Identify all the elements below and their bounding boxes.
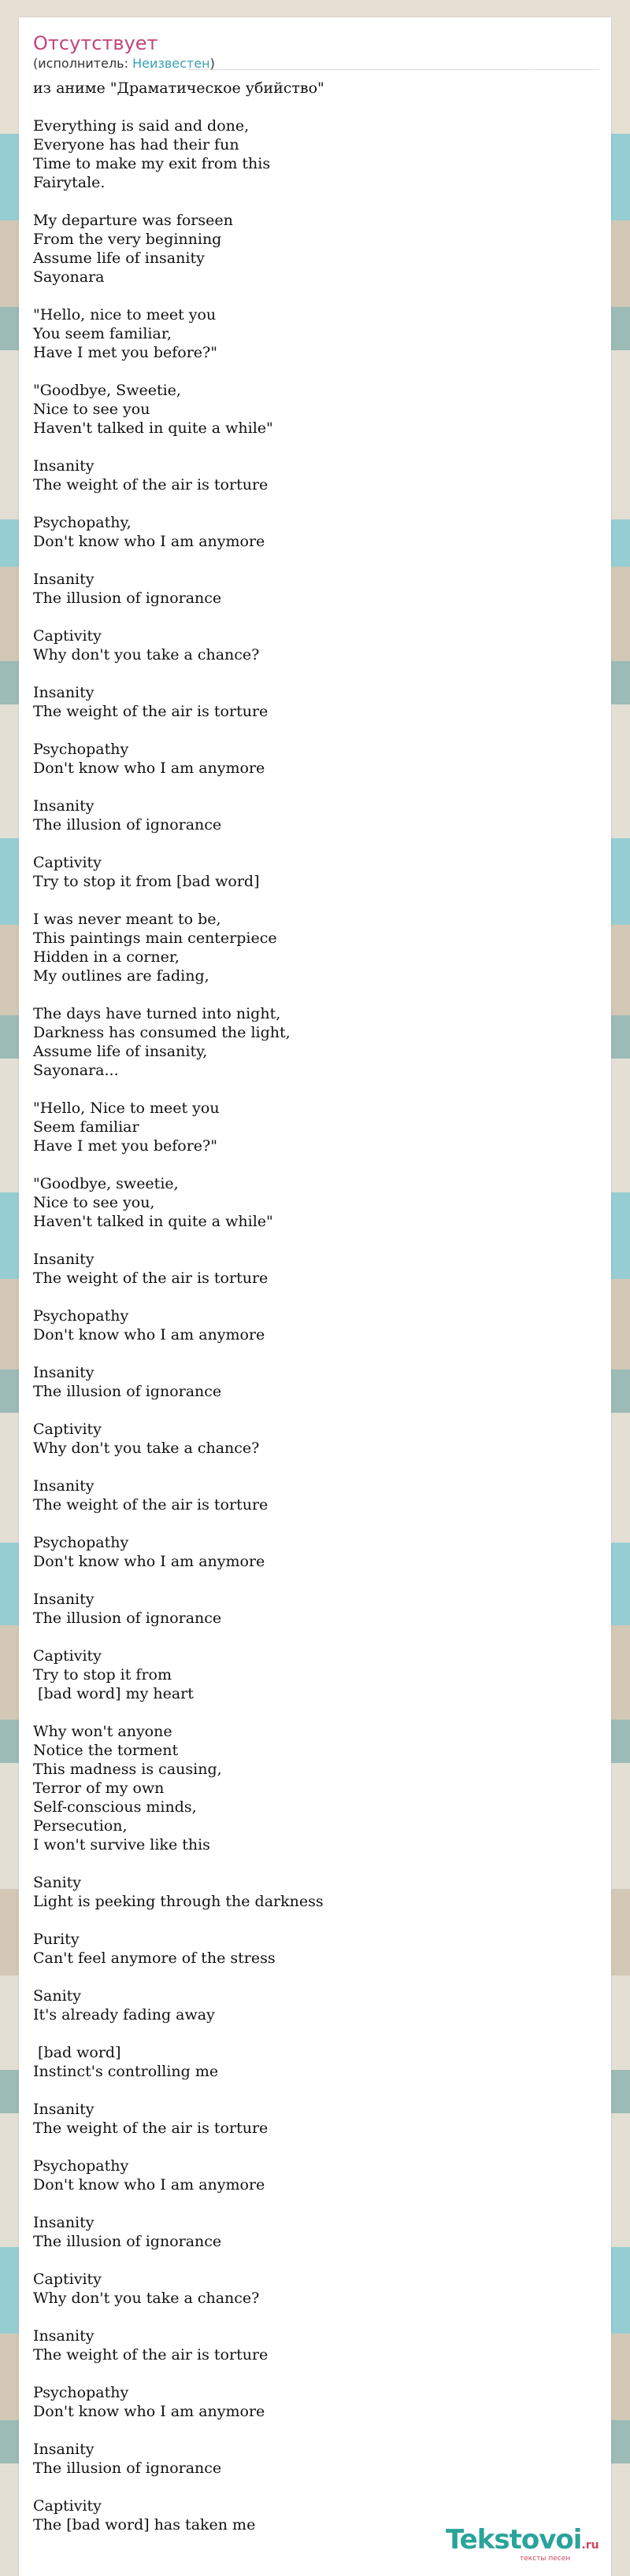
song-title: Отсутствует (33, 32, 158, 54)
artist-prefix: (исполнитель: (33, 56, 133, 71)
logo-tagline: тексты песен (520, 2555, 571, 2563)
lyrics-card (19, 17, 611, 2576)
artist-suffix: ) (209, 56, 215, 71)
logo-tld: .ru (581, 2539, 599, 2552)
site-logo[interactable] (446, 2525, 619, 2572)
title-divider (189, 69, 598, 70)
logo-name: Tekstovoi (446, 2524, 582, 2556)
artist-link[interactable]: Неизвестен (132, 56, 210, 71)
artist-line (33, 55, 215, 72)
lyrics-text: из аниме "Драматическое убийство" Everything is said and done, Everyone has had their fun Time to make my exit from this Fairytale. My departure was forseen From the very beginning Assume life of insanity Sayonara "Hello, nice to meet you You seem familiar, Have I met you before?" "Goodbye, Sweetie, Nice to see you Haven't talked in quite a while" Insanity The weight of the air is torture Psychopathy, Don't know who I am anymore Insanity The illusion of ignorance Captivity Why don't you take a chance? Insanity The weight of the air is torture Psychopathy Don't know who I am anymore Insanity The illusion of ignorance Captivity Try to stop it from [bad word] I was never meant to be, This paintings main centerpiece Hidden in a corner, My outlines are fading, The days have turned into night, Darkness has consumed the light, Assume life of insanity, Sayonara... "Hello, Nice to meet you Seem familiar Have I met you before?" "Goodbye, sweetie, Nice to see you, Haven't talked in quite a while" Insanity The weight of the air is torture Psychopathy Don't know who I am anymore Insanity The illusion of ignorance Captivity Why don't you take a chance? Insanity The weight of the air is torture Psychopathy Don't know who I am anymore Insanity The illusion of ignorance Captivity Try to stop it from [bad word] my heart Why won't anyone Notice the torment This madness is causing, Terror of my own Self-conscious minds, Persecution, I won't survive like this Sanity Light is peeking through the darkness Purity Can't feel anymore of the stress Sanity It's already fading away [bad word] Instinct's controlling me Insanity The weight of the air is torture Psychopathy Don't know who I am anymore Insanity The illusion of ignorance Captivity Why don't you take a chance? Insanity The weight of the air is torture Psychopathy Don't know who I am anymore Insanity The illusion of ignorance Captivity The [bad word] has taken me (33, 79, 324, 2533)
